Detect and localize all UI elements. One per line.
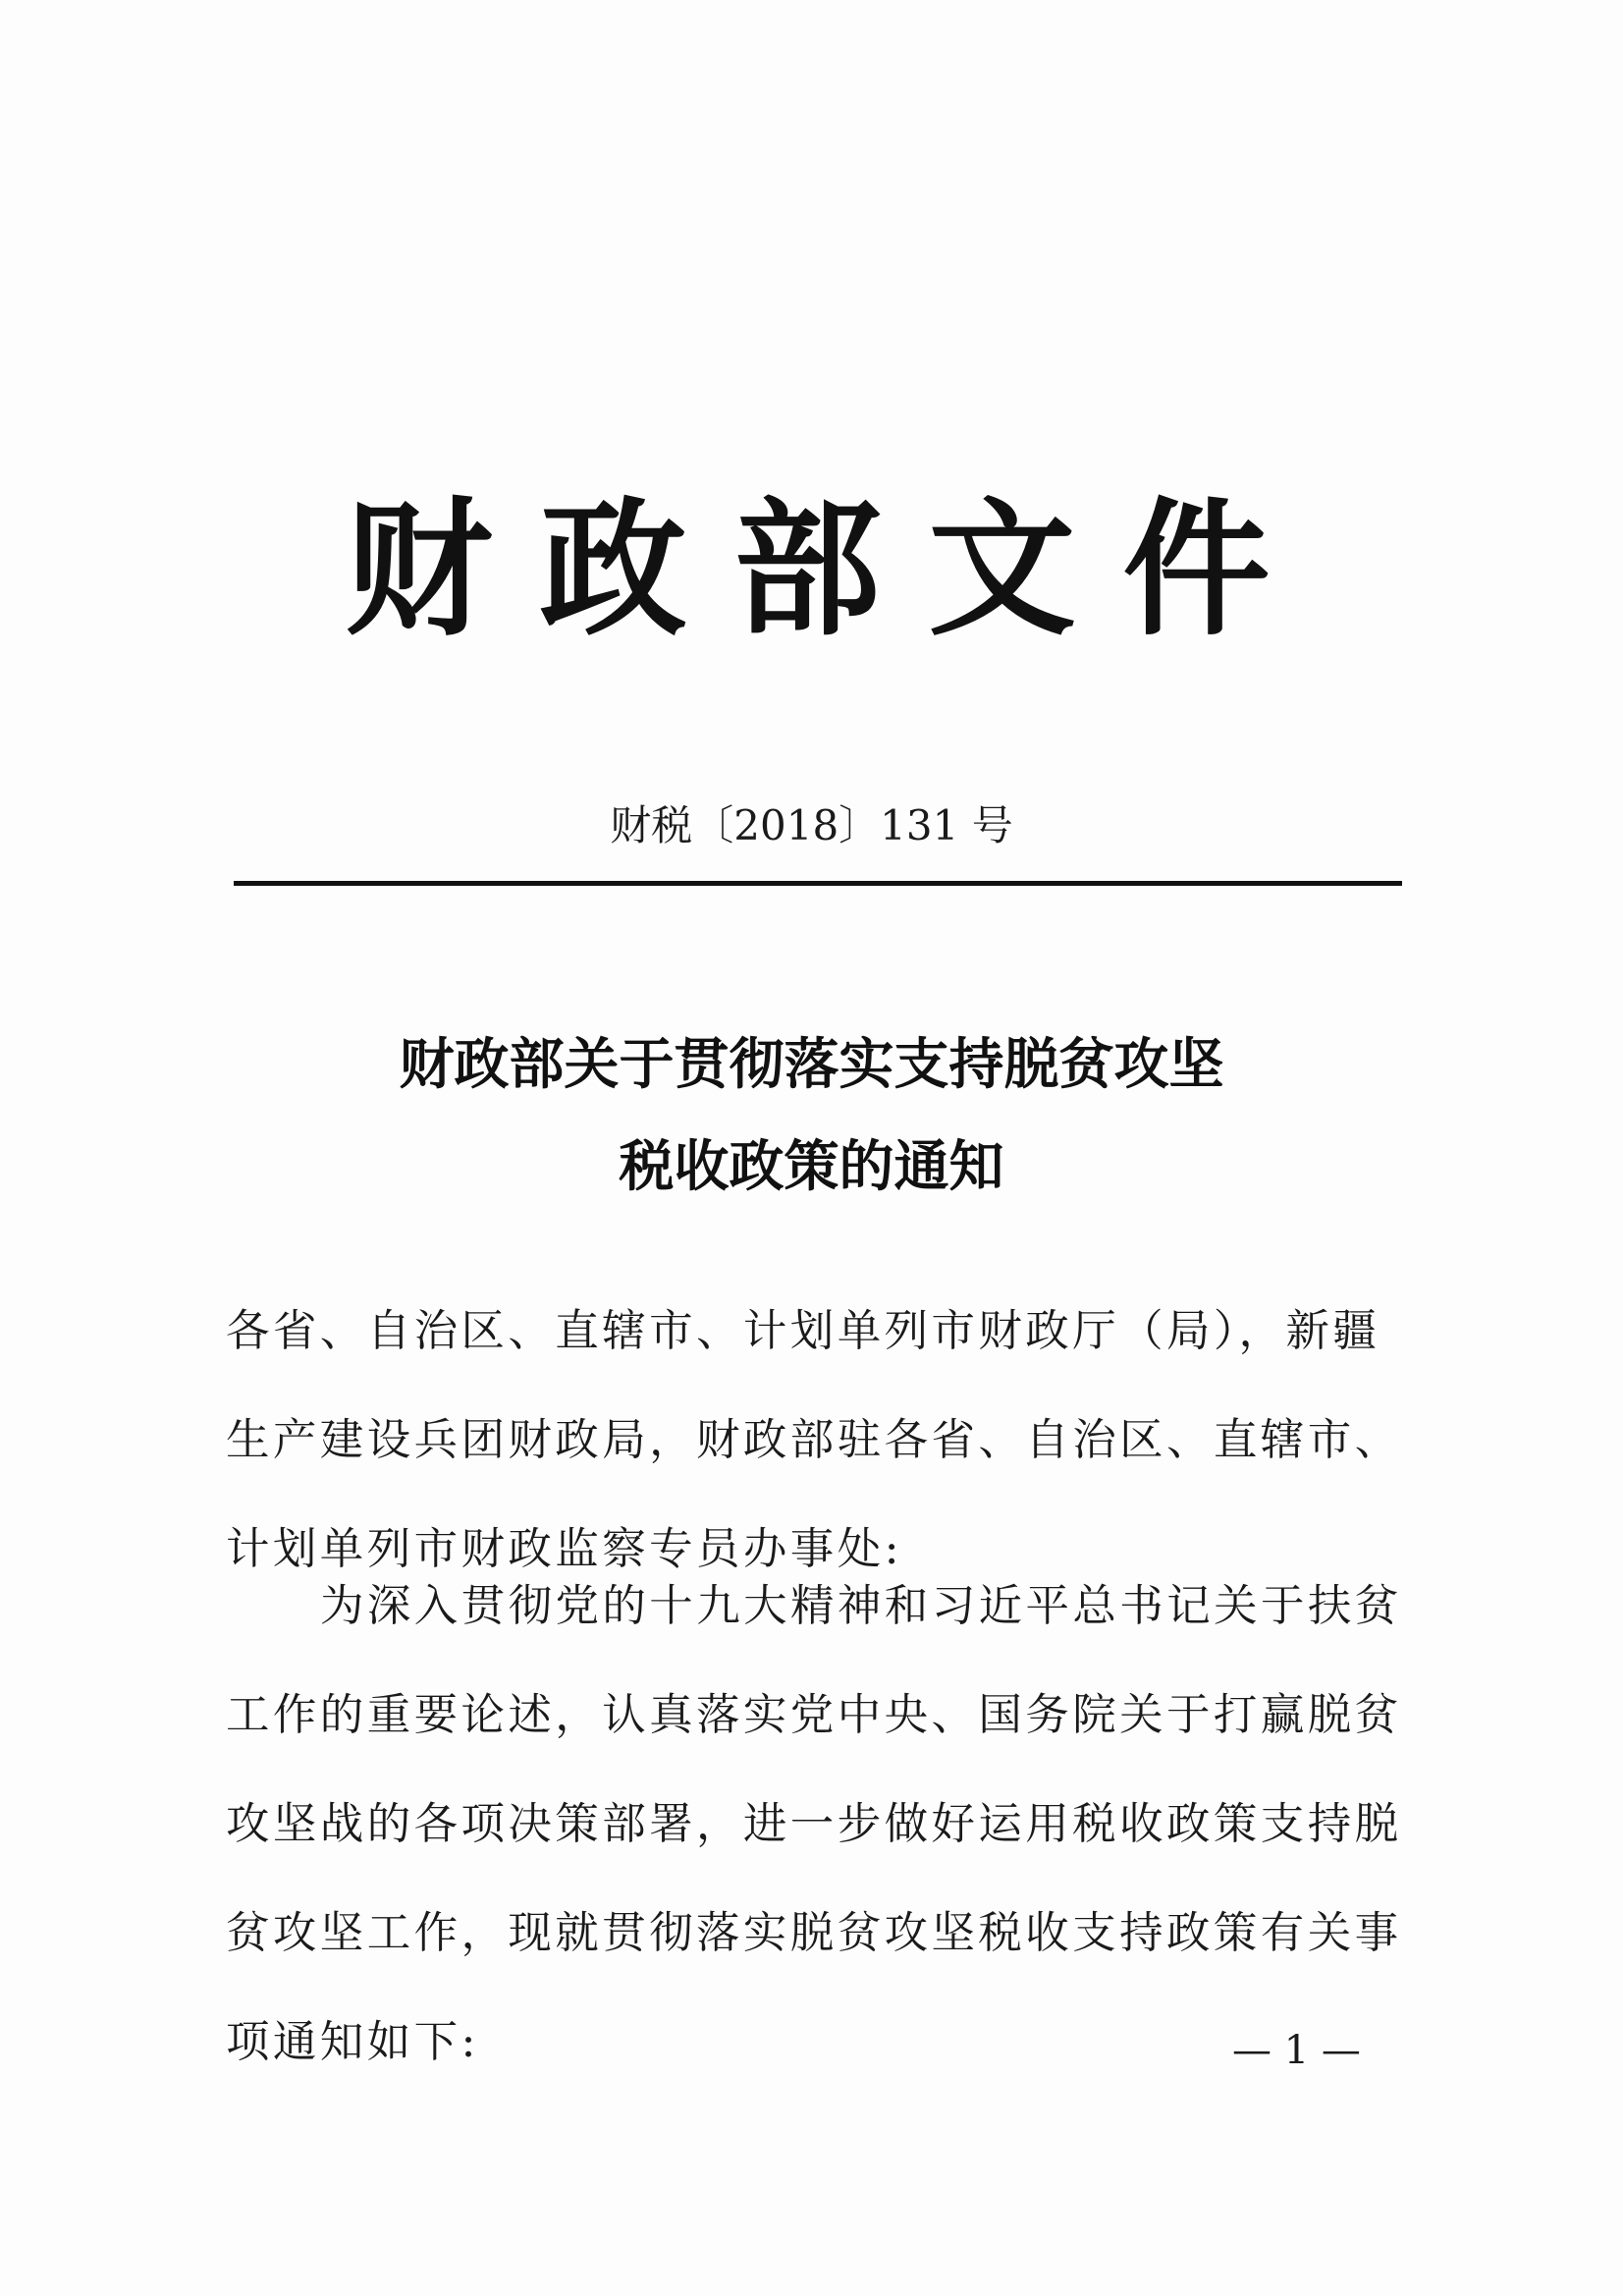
body-paragraph: 为深入贯彻党的十九大精神和习近平总书记关于扶贫工作的重要论述，认真落实党中央、国务院关于打赢脱贫攻坚战的各项决策部署，进一步做好运用税收政策支持脱贫攻坚工作，现就贯彻落实脱贫攻坚税收支持政策有关事项通知如下: [226, 1581, 1402, 2067]
document-number: 财税〔2018〕131 号 [610, 801, 1013, 849]
document-title [0, 1013, 1623, 1218]
addressee-paragraph: 各省、自治区、直辖市、计划单列市财政厅（局），新疆生产建设兵团财政局，财政部驻各省、自治区、直辖市、计划单列市财政监察专员办事处: [226, 1306, 1402, 1574]
header-divider [234, 881, 1402, 886]
title-line-1: 财政部关于贯彻落实支持脱贫攻坚 [399, 1032, 1224, 1097]
title-line-2: 税收政策的通知 [619, 1134, 1004, 1199]
page-number: — 1 — [1232, 2028, 1361, 2073]
document-header: 财政部文件 [345, 483, 1318, 656]
